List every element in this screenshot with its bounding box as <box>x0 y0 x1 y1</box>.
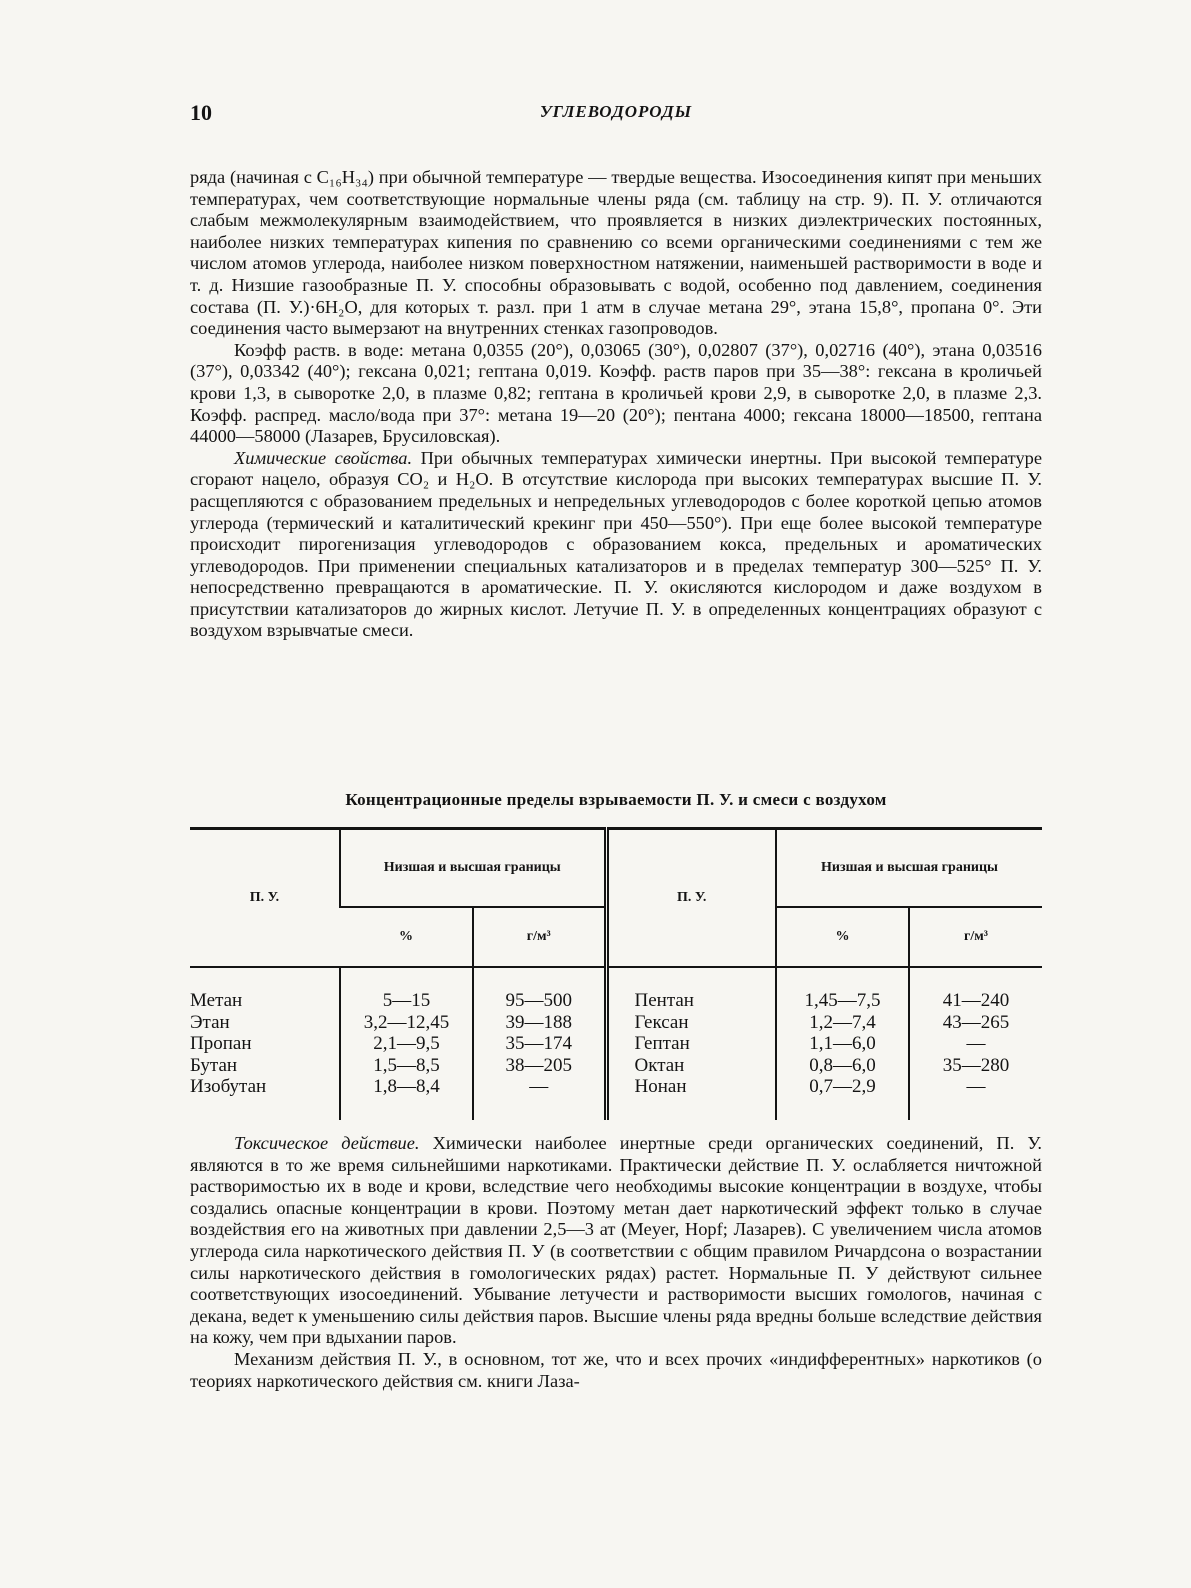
running-head: УГЛЕВОДОРОДЫ <box>539 102 693 121</box>
page-number: 10 <box>190 100 212 125</box>
header-gm3-right: г/м³ <box>909 907 1042 967</box>
page-header <box>190 100 1042 130</box>
chemical-properties-heading: Химические свойства. <box>234 447 413 468</box>
paragraph-solubility: Коэфф раств. в воде: метана 0,0355 (20°), 0,03065 (30°), 0,02807 (37°), 0,02716 (40°), этана 0,03516 (37°), 0,03342 (40°); гексана 0,021; гептана 0,019. Коэфф. раств паров при 35—38°: гексана в кроличьей крови 1,3, в сыворотке 2,0, в плазме 0,82; гептана в кроличьей крови 2,9, в сыворотке 2,0, в плазме 2,3. Коэфф. распред. масло/вода при 37°: метана 19—20 (20°); пентана 4000; гексана 18000—18500, гептана 44000—58000 (Лазарев, Брусиловская). <box>190 339 1042 447</box>
chemical-properties-text: При обычных температурах химически инертны. При высокой температуре сгорают нацело, образуя CO₂ и H₂O. В отсутствие кислорода при высоких температурах высшие П. У. расщепляются с образованием предельных и непредельных углеводородов с более короткой цепью атомов углерода (термический и каталитический крекинг при 450—550°). При еще более высокой температуре происходит пирогенизация углеводородов с образованием кокса, предельных и ароматических углеводородов. При применении специальных катализаторов и в пределах температур 300—525° П. У. непосредственно превращаются в ароматические. П. У. окисляются кислородом и даже воздухом в присутствии катализаторов до жирных кислот. Летучие П. У. в определенных концентрациях образуют с воздухом взрывчатые смеси. <box>190 447 1043 641</box>
header-percent-right: % <box>776 907 909 967</box>
limit-percent: 0,8—6,0 <box>776 1055 909 1077</box>
table-row <box>190 967 1042 1012</box>
toxic-action-heading: Токсическое действие. <box>234 1133 420 1153</box>
header-percent-left: % <box>340 907 473 967</box>
limit-gm3: 43—265 <box>909 1012 1042 1034</box>
compound-name: Пропан <box>190 1033 252 1054</box>
table-row <box>190 1076 1042 1120</box>
text-block-top <box>190 167 1042 642</box>
table-row <box>190 1033 1042 1055</box>
limit-gm3: — <box>909 1076 1042 1120</box>
paragraph-continued: ряда (начиная с C₁₆H₃₄) при обычной температуре — твердые вещества. Изосоединения кипят при меньших температурах, чем соответствующие нормальные члены ряда (см. таблицу на стр. 9). П. У. отличаются слабым межмолекулярным взаимодействием, что проявляется в низких диэлектрических постоянных, наиболее низких температурах кипения по сравнению со всеми органическими соединениями с тем же числом атомов углерода, наиболее низком поверхностном натяжении, наименьшей растворимости в воде и т. д. Низшие газообразные П. У. способны образовывать с водой, особенно под давлением, соединения состава (П. У.)·6H₂O, для которых т. разл. при 1 атм в случае метана 29°, этана 15,8°, пропана 0°. Эти соединения часто вымерзают на внутренних стенках газопроводов. <box>190 167 1042 339</box>
limit-gm3: 35—174 <box>473 1033 606 1055</box>
limit-gm3: 95—500 <box>473 967 606 1012</box>
toxic-action-text: Химически наиболее инертные среди органических соединений, П. У. являются в то же время сильнейшими наркотиками. Практически действие П. У. ослабляется ничтожной растворимостью их в воде и крови, вследствие чего необходимы высокие концентрации в воздухе, чтобы создались опасные концентрации в крови. Поэтому метан дает наркотический эффект только в случае воздействия его на животных при давлении 2,5—3 ат (Meyer, Hopf; Лазарев). С увеличением числа атомов углерода сила наркотического действия П. У (в соответствии с общим правилом Ричардсона о возрастании силы наркотического действия в гомологических рядах) растет. Нормальные П. У действуют сильнее соответствующих изосоединений. Убывание летучести и растворимости высших гомологов, начиная с декана, ведет к уменьшению силы действия паров. Высшие члены ряда вредны больше вследствие действия на кожу, чем при вдыхании паров. <box>190 1133 1042 1348</box>
table-row <box>190 1012 1042 1034</box>
compound-name: Этан <box>190 1011 230 1033</box>
compound-name: Пентан <box>606 967 776 1012</box>
paragraph-toxic-action <box>190 1133 1042 1349</box>
header-compound-right: П. У. <box>606 829 776 968</box>
limit-percent: 1,2—7,4 <box>776 1012 909 1034</box>
table-title: Концентрационные пределы взрываемости П. У. и смеси с воздухом <box>345 790 887 809</box>
limit-percent: 0,7—2,9 <box>776 1076 909 1120</box>
paragraph-mechanism: Механизм действия П. У., в основном, тот же, что и всех прочих «индифферентных» наркотиков (о теориях наркотического действия см. книги Лаза- <box>190 1348 1042 1391</box>
limit-gm3: 38—205 <box>473 1055 606 1077</box>
compound-name: Метан <box>190 990 243 1011</box>
compound-name: Октан <box>606 1055 776 1077</box>
limit-gm3: 39—188 <box>473 1012 606 1034</box>
limit-gm3: 35—280 <box>909 1055 1042 1077</box>
compound-name: Нонан <box>606 1076 776 1120</box>
limit-gm3: 41—240 <box>909 967 1042 1012</box>
limit-percent: 1,8—8,4 <box>340 1076 473 1120</box>
compound-name: Гексан <box>606 1012 776 1034</box>
limit-percent: 1,1—6,0 <box>776 1033 909 1055</box>
limit-percent: 1,45—7,5 <box>776 967 909 1012</box>
header-compound-left: П. У. <box>190 829 340 968</box>
compound-name: Гептан <box>606 1033 776 1055</box>
header-gm3-left: г/м³ <box>473 907 606 967</box>
text-block-bottom <box>190 1133 1042 1392</box>
header-limits-left: Низшая и высшая границы <box>340 829 606 908</box>
limit-percent: 2,1—9,5 <box>340 1033 473 1055</box>
limit-percent: 1,5—8,5 <box>340 1055 473 1077</box>
paragraph-chemical-properties <box>190 448 1042 642</box>
header-limits-right: Низшая и высшая границы <box>776 829 1042 908</box>
limit-percent: 5—15 <box>340 967 473 1012</box>
explosion-limits-table <box>190 827 1042 1120</box>
limit-gm3: — <box>909 1033 1042 1055</box>
limit-gm3: — <box>473 1076 606 1120</box>
compound-name: Изобутан <box>190 1076 267 1097</box>
compound-name: Бутан <box>190 1054 238 1076</box>
table-row <box>190 1055 1042 1077</box>
limit-percent: 3,2—12,45 <box>340 1012 473 1034</box>
